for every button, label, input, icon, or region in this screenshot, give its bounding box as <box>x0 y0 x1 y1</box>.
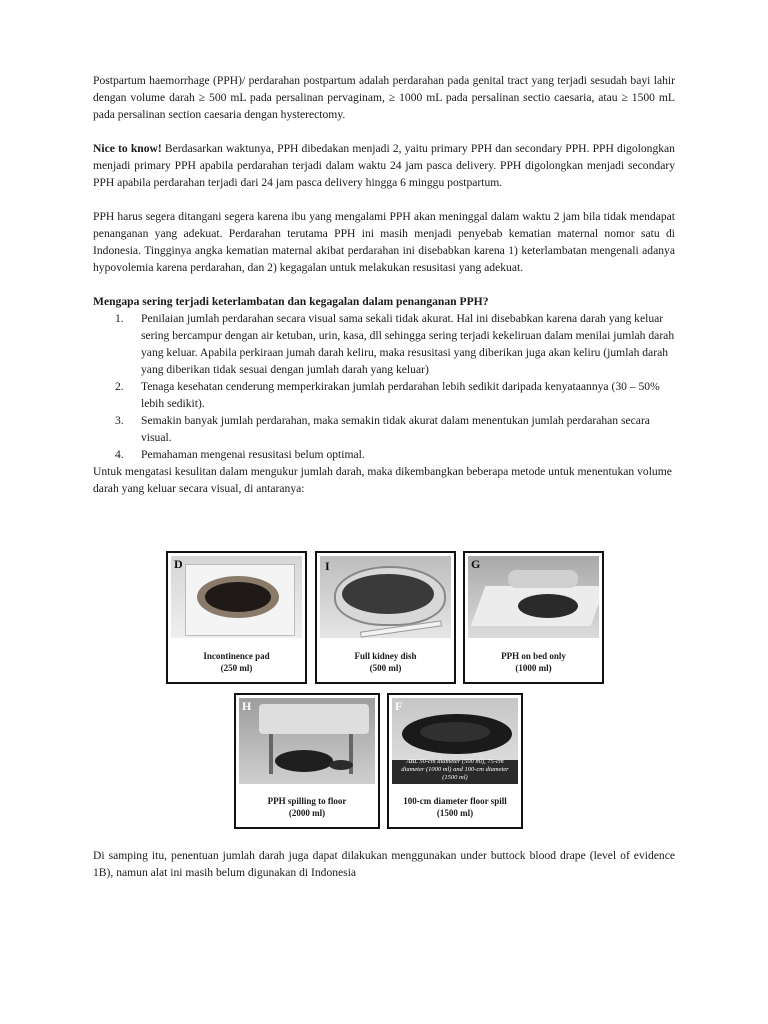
list-item-number: 4. <box>115 448 124 461</box>
measurement-note: ABL 50-cm diameter (500 ml), 75-cm diameter (1000 ml) and 100-cm diameter (1500 ml) <box>401 758 509 781</box>
figure-caption <box>465 650 602 674</box>
list-item-number: 2. <box>115 380 124 393</box>
figure-letter: H <box>242 699 252 713</box>
bed-photo <box>468 556 599 638</box>
question-heading: Mengapa sering terjadi keterlambatan dan kegagalan dalam penanganan PPH? <box>93 295 489 308</box>
nice-to-know-paragraph <box>93 140 675 191</box>
caption-volume: (1500 ml) <box>436 808 474 818</box>
list-item <box>115 412 675 446</box>
pph-urgency-paragraph: PPH harus segera ditangani segera karena ibu yang mengalami PPH akan meninggal dalam waktu 2 jam bila tidak mendapat penanganan yang adekuat. Perdarahan terutama PPH ini masih menjadi penyebab kematian maternal nomor satu di Indonesia. Tingginya angka kematian maternal akibat perdarahan ini disebabkan karena 1) keterlambatan mengenali adanya hypovolemia karena perdarahan, dan 2) kegagalan untuk melakukan resusitasi yang adekuat. <box>93 210 675 274</box>
reasons-list <box>93 310 675 463</box>
floor-spill-photo <box>392 698 518 784</box>
list-item-text: Tenaga kesehatan cenderung memperkirakan jumlah perdarahan lebih sedikit daripada kenyataannya (30 – 50% lebih sedikit). <box>141 380 660 410</box>
figure-letter: G <box>471 557 481 571</box>
list-item-text: Semakin banyak jumlah perdarahan, maka semakin tidak akurat dalam menentukan jumlah perdarahan secara visual. <box>141 414 650 444</box>
incontinence-pad-photo <box>171 556 302 638</box>
figure-caption <box>236 795 378 819</box>
list-item <box>115 310 675 378</box>
figure-caption <box>389 795 521 819</box>
figure-bed <box>463 551 604 684</box>
caption-line: Full kidney dish <box>354 651 417 661</box>
caption-line: PPH on bed only <box>501 651 566 661</box>
kidney-dish-photo <box>320 556 451 638</box>
floor-spill-bed-photo <box>239 698 375 784</box>
list-item-number: 1. <box>115 312 124 325</box>
closing-paragraph: Di samping itu, penentuan jumlah darah juga dapat dilakukan menggunakan under buttock blood drape (level of evidence 1B), namun alat ini masih belum digunakan di Indonesia <box>93 849 675 879</box>
list-item <box>115 378 675 412</box>
methods-intro-paragraph: Untuk mengatasi kesulitan dalam mengukur jumlah darah, maka dikembangkan beberapa metode untuk menentukan volume darah yang keluar secara visual, di antaranya: <box>93 465 672 495</box>
figure-letter: I <box>325 559 330 573</box>
figure-letter: D <box>174 557 183 571</box>
figure-incontinence-pad <box>166 551 307 684</box>
nice-to-know-lead: Nice to know! <box>93 142 162 155</box>
document-body <box>93 72 675 497</box>
nice-to-know-text: Berdasarkan waktunya, PPH dibedakan menjadi 2, yaitu primary PPH dan secondary PPH. PPH digolongkan menjadi primary PPH apabila perdarahan terjadi dalam waktu 24 jam pasca delivery. PPH digolongkan menjadi secondary PPH apabila perdarahan terjadi dari 24 jam pasca delivery hingga 6 minggu postpartum. <box>93 142 675 189</box>
figure-letter: F <box>395 699 403 713</box>
caption-volume: (2000 ml) <box>288 808 326 818</box>
caption-line: Incontinence pad <box>203 651 270 661</box>
list-item-number: 3. <box>115 414 124 427</box>
caption-volume: (500 ml) <box>369 663 402 673</box>
figure-floor-spill-bed <box>234 693 380 829</box>
intro-paragraph: Postpartum haemorrhage (PPH)/ perdarahan postpartum adalah perdarahan pada genital tract yang terjadi sesudah bayi lahir dengan volume darah ≥ 500 mL pada persalinan pervaginam, ≥ 1000 mL pada persalinan sectio caesaria, atau ≥ 1500 mL pada persalinan section caesaria dengan hysterectomy. <box>93 74 675 121</box>
caption-line: 100-cm diameter floor spill <box>403 796 507 806</box>
list-item <box>115 446 675 463</box>
list-item-text: Penilaian jumlah perdarahan secara visual sama sekali tidak akurat. Hal ini disebabkan karena darah yang keluar sering bercampur dengan air ketuban, urin, kasa, dll sehingga sering terjadi kekeliruan dalam menilai jumlah darah yang keluar. Apabila perkiraan jumah darah keliru, maka resusitasi yang diberikan juga akan keliru (jumlah darah yang diberikan tidak sesuai dengan jumlah darah yang keluar) <box>141 312 675 376</box>
figure-caption <box>168 650 305 674</box>
caption-line: PPH spilling to floor <box>267 796 347 806</box>
caption-volume: (250 ml) <box>220 663 253 673</box>
caption-volume: (1000 ml) <box>515 663 552 673</box>
figure-kidney-dish <box>315 551 456 684</box>
figure-caption <box>317 650 454 674</box>
figure-100cm-floor-spill <box>387 693 523 829</box>
list-item-text: Pemahaman mengenai resusitasi belum optimal. <box>141 448 365 461</box>
